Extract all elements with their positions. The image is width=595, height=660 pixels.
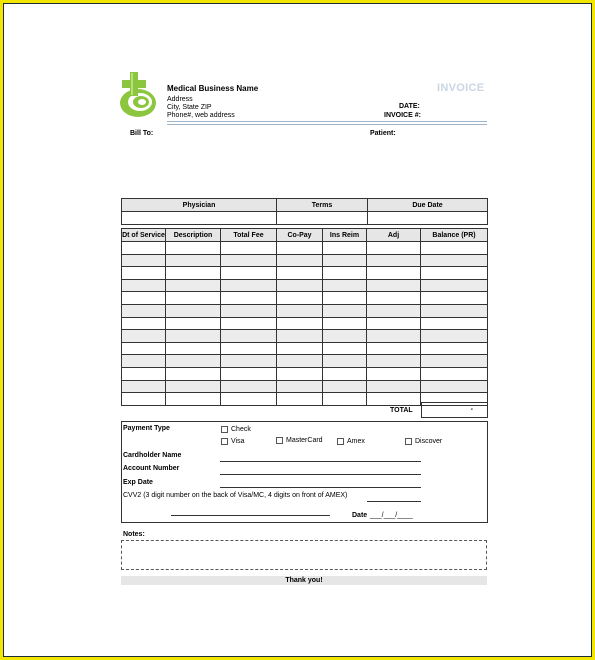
table-cell[interactable] — [277, 304, 323, 317]
amex-checkbox[interactable] — [337, 438, 344, 445]
cardholder-name-line[interactable] — [220, 461, 421, 462]
line-items-table — [121, 228, 488, 406]
table-cell[interactable] — [323, 279, 367, 292]
column-header-ins-reim: Ins Reim — [323, 229, 367, 242]
table-cell[interactable] — [166, 267, 221, 280]
table-cell[interactable] — [421, 355, 488, 368]
table-cell[interactable] — [421, 254, 488, 267]
table-cell[interactable] — [221, 279, 277, 292]
table-cell[interactable] — [367, 267, 421, 280]
table-cell[interactable] — [277, 342, 323, 355]
table-cell[interactable] — [221, 342, 277, 355]
payment-type-label: Payment Type — [123, 425, 170, 432]
table-cell[interactable] — [421, 304, 488, 317]
table-cell[interactable] — [367, 355, 421, 368]
total-value: - — [470, 406, 473, 413]
table-cell[interactable] — [323, 330, 367, 343]
table-cell[interactable] — [166, 393, 221, 406]
table-cell[interactable] — [323, 267, 367, 280]
table-row — [122, 317, 488, 330]
table-cell[interactable] — [277, 367, 323, 380]
cardholder-name-label: Cardholder Name — [123, 452, 182, 459]
cvv2-line[interactable] — [367, 501, 421, 502]
notes-label: Notes: — [123, 531, 145, 538]
table-cell[interactable] — [221, 317, 277, 330]
header-divider-top — [167, 121, 487, 122]
cvv2-label: CVV2 (3 digit number on the back of Visa/MC, 4 digits on front of AMEX) — [123, 492, 348, 499]
terms-header: Terms — [277, 199, 368, 212]
invoice-number-label: INVOICE #: — [384, 112, 421, 119]
table-cell[interactable] — [221, 367, 277, 380]
invoice-title: INVOICE — [437, 82, 485, 94]
table-cell[interactable] — [166, 254, 221, 267]
thank-you-banner: Thank you! — [121, 576, 487, 585]
business-phone-web: Phone#, web address — [167, 112, 235, 119]
table-cell[interactable] — [323, 317, 367, 330]
table-row — [122, 367, 488, 380]
table-cell[interactable] — [367, 292, 421, 305]
terms-table — [121, 198, 488, 225]
table-cell[interactable] — [367, 304, 421, 317]
visa-option-label: Visa — [231, 438, 245, 445]
table-row — [122, 279, 488, 292]
check-option-label: Check — [231, 426, 251, 433]
column-header-dt-of-service: Dt of Service — [122, 229, 166, 242]
table-cell[interactable] — [323, 304, 367, 317]
table-cell[interactable] — [122, 330, 166, 343]
table-cell[interactable] — [421, 367, 488, 380]
table-cell[interactable] — [166, 242, 221, 255]
table-cell[interactable] — [221, 254, 277, 267]
mastercard-checkbox[interactable] — [276, 437, 283, 444]
table-cell[interactable] — [367, 380, 421, 393]
discover-option-label: Discover — [415, 438, 443, 445]
table-cell[interactable] — [221, 393, 277, 406]
table-cell[interactable] — [221, 292, 277, 305]
notes-box[interactable] — [121, 540, 487, 570]
table-cell[interactable] — [122, 267, 166, 280]
table-cell[interactable] — [323, 367, 367, 380]
payment-date-blank[interactable]: ___/___/____ — [370, 512, 413, 519]
visa-checkbox[interactable] — [221, 438, 228, 445]
table-cell[interactable] — [122, 317, 166, 330]
table-cell[interactable] — [221, 242, 277, 255]
column-header-balance: Balance (PR) — [421, 229, 488, 242]
table-cell[interactable] — [122, 367, 166, 380]
amex-option[interactable] — [337, 437, 365, 446]
table-cell[interactable] — [421, 380, 488, 393]
table-cell[interactable] — [277, 292, 323, 305]
column-header-co-pay: Co-Pay — [277, 229, 323, 242]
total-label: TOTAL — [390, 407, 413, 414]
table-cell[interactable] — [277, 330, 323, 343]
table-cell[interactable] — [367, 367, 421, 380]
table-cell[interactable] — [367, 342, 421, 355]
table-row — [122, 380, 488, 393]
table-cell[interactable] — [367, 254, 421, 267]
date-label: DATE: — [399, 103, 420, 110]
signature-line[interactable] — [171, 515, 330, 516]
exp-date-label: Exp Date — [123, 479, 153, 486]
table-cell[interactable] — [421, 242, 488, 255]
table-cell[interactable] — [166, 317, 221, 330]
table-cell[interactable] — [166, 367, 221, 380]
due-date-header: Due Date — [368, 199, 488, 212]
table-cell[interactable] — [221, 267, 277, 280]
table-cell[interactable] — [323, 355, 367, 368]
terms-cell[interactable] — [277, 212, 368, 225]
column-header-adj: Adj — [367, 229, 421, 242]
table-cell[interactable] — [122, 242, 166, 255]
line-item-rows — [122, 242, 488, 406]
total-box[interactable] — [421, 402, 488, 418]
patient-label: Patient: — [370, 130, 396, 137]
table-cell[interactable] — [166, 292, 221, 305]
table-cell[interactable] — [367, 279, 421, 292]
table-cell[interactable] — [323, 254, 367, 267]
table-row — [122, 342, 488, 355]
table-cell[interactable] — [421, 279, 488, 292]
table-cell[interactable] — [277, 393, 323, 406]
table-cell[interactable] — [421, 342, 488, 355]
table-cell[interactable] — [166, 304, 221, 317]
check-option[interactable] — [221, 425, 251, 434]
table-cell[interactable] — [122, 393, 166, 406]
bill-to-label: Bill To: — [130, 130, 154, 137]
table-cell[interactable] — [277, 380, 323, 393]
table-cell[interactable] — [166, 355, 221, 368]
physician-header: Physician — [122, 199, 277, 212]
table-row — [122, 242, 488, 255]
header-divider-bottom — [167, 124, 487, 125]
table-cell[interactable] — [277, 242, 323, 255]
table-cell[interactable] — [122, 342, 166, 355]
table-cell[interactable] — [367, 317, 421, 330]
table-cell[interactable] — [166, 342, 221, 355]
table-cell[interactable] — [421, 292, 488, 305]
table-cell[interactable] — [166, 330, 221, 343]
column-header-description: Description — [166, 229, 221, 242]
table-cell[interactable] — [277, 254, 323, 267]
table-cell[interactable] — [323, 292, 367, 305]
business-city-state-zip: City, State ZIP — [167, 104, 212, 111]
discover-checkbox[interactable] — [405, 438, 412, 445]
discover-option[interactable] — [405, 437, 442, 446]
table-row — [122, 267, 488, 280]
table-cell[interactable] — [323, 242, 367, 255]
table-cell[interactable] — [367, 393, 421, 406]
table-cell[interactable] — [277, 355, 323, 368]
column-header-total-fee: Total Fee — [221, 229, 277, 242]
account-number-line[interactable] — [220, 474, 421, 475]
table-row — [122, 304, 488, 317]
table-cell[interactable] — [122, 355, 166, 368]
table-cell[interactable] — [122, 380, 166, 393]
business-name: Medical Business Name — [167, 84, 259, 93]
table-cell[interactable] — [221, 355, 277, 368]
table-row — [122, 292, 488, 305]
table-cell[interactable] — [323, 380, 367, 393]
table-cell[interactable] — [277, 267, 323, 280]
table-cell[interactable] — [421, 330, 488, 343]
table-cell[interactable] — [122, 304, 166, 317]
due-date-cell[interactable] — [368, 212, 488, 225]
table-cell[interactable] — [421, 317, 488, 330]
amex-option-label: Amex — [347, 438, 365, 445]
table-cell[interactable] — [367, 330, 421, 343]
table-cell[interactable] — [277, 279, 323, 292]
table-cell[interactable] — [323, 342, 367, 355]
table-cell[interactable] — [166, 380, 221, 393]
table-cell[interactable] — [166, 279, 221, 292]
mastercard-option-label: MasterCard — [286, 437, 323, 444]
table-cell[interactable] — [323, 393, 367, 406]
payment-date-label: Date — [352, 512, 368, 519]
table-cell[interactable] — [367, 242, 421, 255]
physician-cell[interactable] — [122, 212, 277, 225]
table-row — [122, 330, 488, 343]
table-row — [122, 355, 488, 368]
table-cell[interactable] — [122, 279, 166, 292]
table-cell[interactable] — [277, 317, 323, 330]
exp-date-line[interactable] — [220, 487, 421, 488]
table-cell[interactable] — [221, 304, 277, 317]
account-number-label: Account Number — [123, 465, 180, 472]
business-address: Address — [167, 96, 193, 103]
visa-option[interactable] — [221, 437, 245, 446]
medical-cross-logo-icon — [117, 69, 159, 119]
table-cell[interactable] — [122, 254, 166, 267]
table-cell[interactable] — [221, 380, 277, 393]
table-row — [122, 254, 488, 267]
mastercard-option[interactable] — [276, 436, 323, 445]
check-checkbox[interactable] — [221, 426, 228, 433]
table-cell[interactable] — [221, 330, 277, 343]
table-cell[interactable] — [122, 292, 166, 305]
table-cell[interactable] — [421, 267, 488, 280]
